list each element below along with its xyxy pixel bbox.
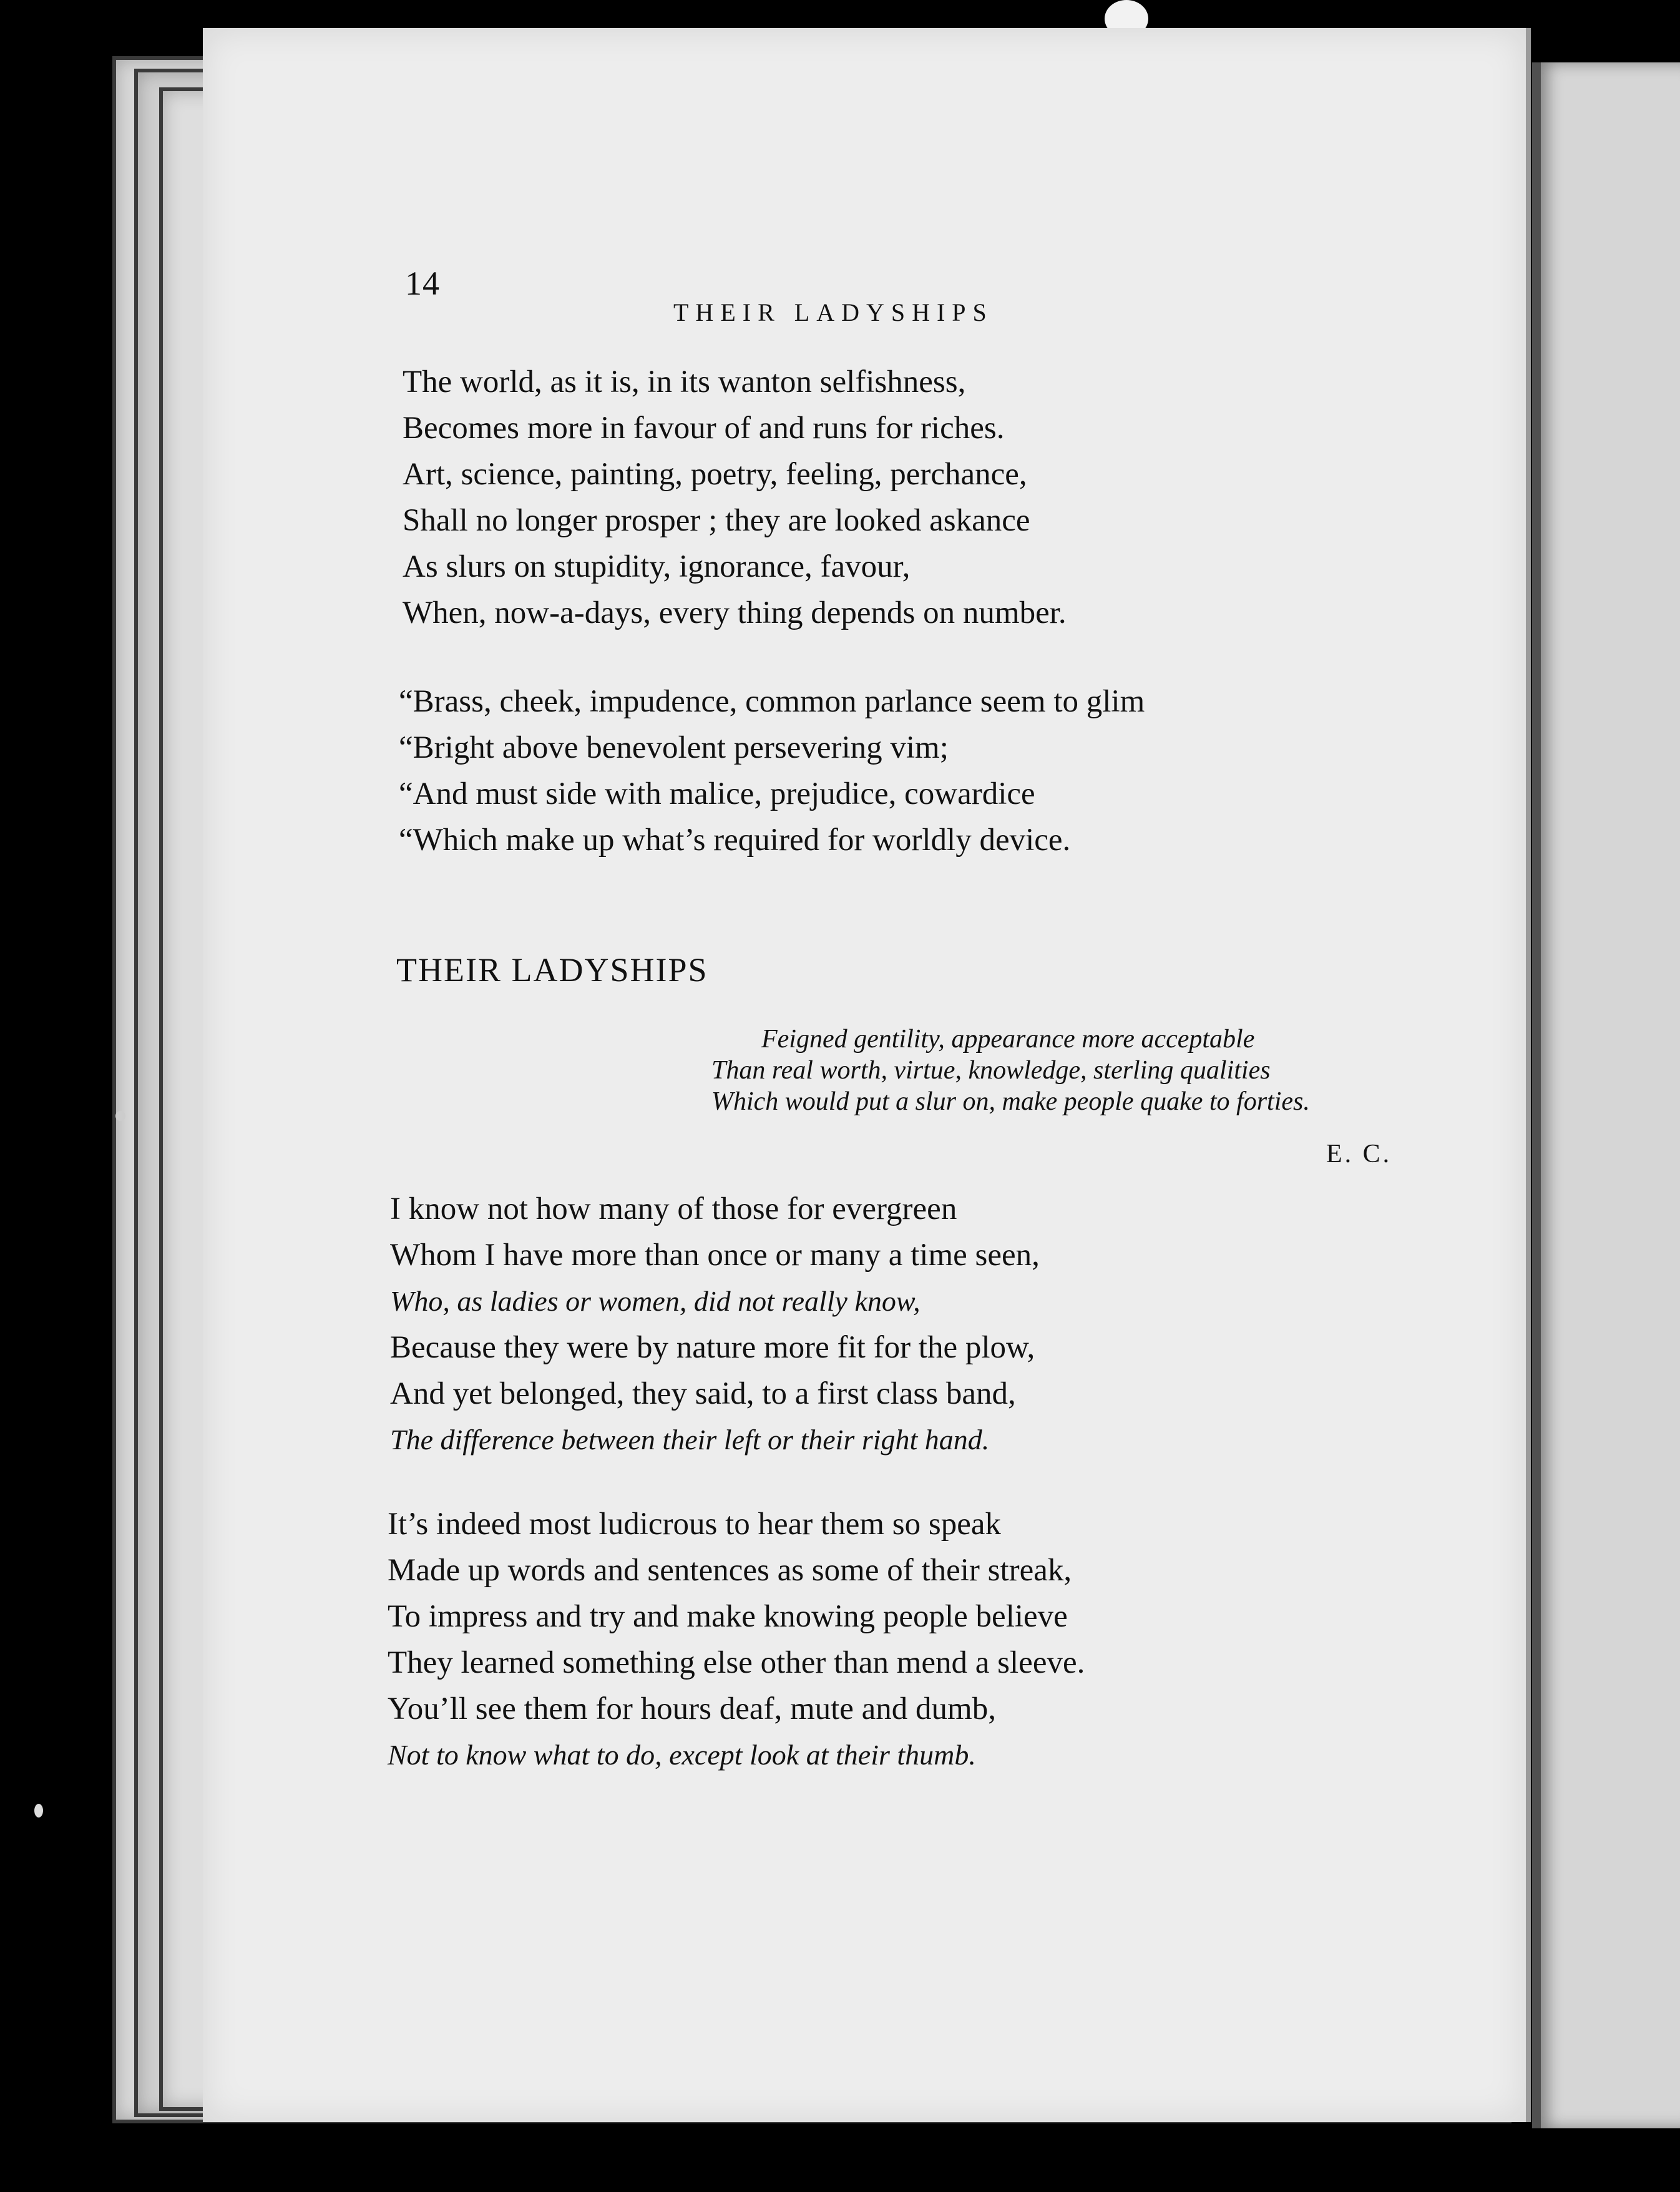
dust-speck: [34, 1804, 43, 1818]
stanza-3: [390, 1186, 1040, 1463]
page-number: 14: [405, 265, 440, 302]
verse-line: “Which make up what’s required for worldly device.: [399, 823, 1071, 858]
verse-line: It’s indeed most ludicrous to hear them so speak: [388, 1507, 1001, 1542]
poem-title: THEIR LADYSHIPS: [396, 951, 708, 989]
verse-line: I know not how many of those for evergreen: [390, 1191, 957, 1226]
stanza-1: [403, 359, 1067, 636]
verse-line: Because they were by nature more fit for the plow,: [390, 1330, 1035, 1365]
epigraph-line: Than real worth, virtue, knowledge, sterling qualities: [711, 1056, 1271, 1085]
epigraph-attribution: E. C.: [1326, 1140, 1392, 1168]
verse-line: They learned something else other than mend a sleeve.: [388, 1645, 1085, 1680]
verse-line: The world, as it is, in its wanton selfishness,: [403, 365, 966, 399]
running-head: THEIR LADYSHIPS: [673, 298, 994, 326]
verse-line: “Bright above benevolent persevering vim;: [399, 730, 949, 765]
stanza-4: [388, 1501, 1085, 1778]
verse-line: Made up words and sentences as some of their streak,: [388, 1553, 1072, 1588]
verse-line: Not to know what to do, except look at their thumb.: [388, 1739, 976, 1771]
verse-line: When, now-a-days, every thing depends on number.: [403, 595, 1067, 630]
verse-line: “And must side with malice, prejudice, cowardice: [399, 776, 1035, 811]
book-page: [203, 28, 1531, 2122]
verse-line: As slurs on stupidity, ignorance, favour,: [403, 549, 911, 584]
verse-line: Art, science, painting, poetry, feeling, perchance,: [403, 457, 1027, 492]
stanza-2: [399, 678, 1145, 863]
dust-speck: [115, 1111, 125, 1121]
epigraph: [711, 1024, 1310, 1117]
verse-line: “Brass, cheek, impudence, common parlance seem to glim: [399, 684, 1145, 719]
verse-line: You’ll see them for hours deaf, mute and dumb,: [388, 1691, 996, 1726]
verse-line: Whom I have more than once or many a time seen,: [390, 1238, 1040, 1273]
verse-line: To impress and try and make knowing people believe: [388, 1599, 1068, 1634]
facing-page-edge: [1532, 62, 1680, 2128]
verse-line: Who, as ladies or women, did not really know,: [390, 1285, 921, 1317]
epigraph-line: Feigned gentility, appearance more acceptable: [761, 1025, 1255, 1054]
epigraph-line: Which would put a slur on, make people quake to forties.: [711, 1087, 1310, 1116]
verse-line: The difference between their left or their right hand.: [390, 1424, 990, 1456]
verse-line: Becomes more in favour of and runs for riches.: [403, 411, 1005, 446]
verse-line: And yet belonged, they said, to a first class band,: [390, 1376, 1016, 1411]
verse-line: Shall no longer prosper ; they are looked askance: [403, 503, 1030, 538]
